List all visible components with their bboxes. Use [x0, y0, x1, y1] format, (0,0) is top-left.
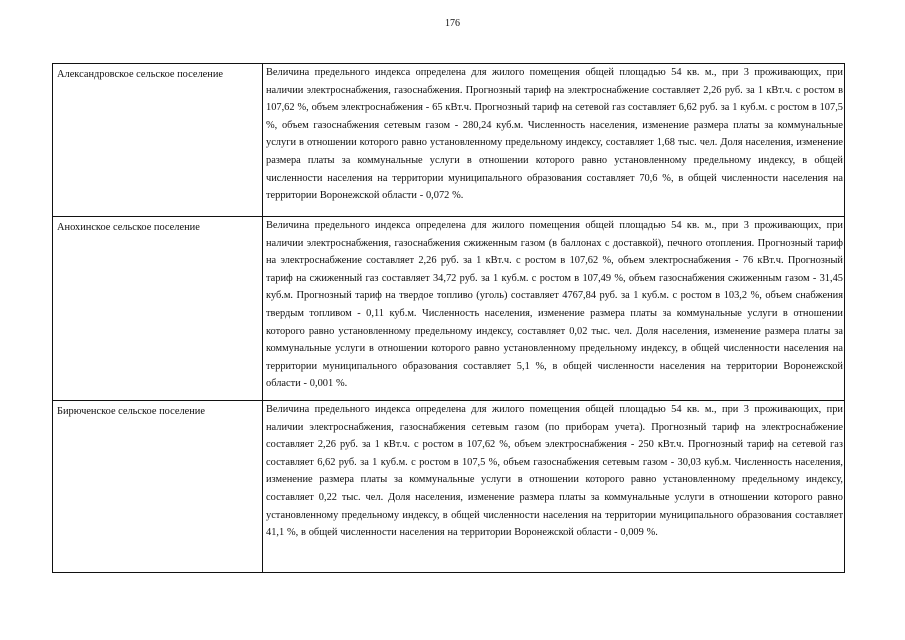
settlement-name-cell	[53, 64, 263, 217]
settlement-description-cell	[263, 64, 845, 217]
settlement-description: Величина предельного индекса определена для жилого помещения общей площадью 54 кв. м., при 3 проживающих, при наличии электроснабжения, газоснабжения сетевым газом (по приборам учета). Прогнозный тариф на электроснабжение составляет 2,26 руб. за 1 кВт.ч. с ростом в 107,62 %, объем электроснабжения - 250 кВт.ч. Прогнозный тариф на сетевой газ составляет 6,62 руб. за 1 куб.м. с ростом в 107,5 %, объем газоснабжения сетевым газом - 30,03 куб.м. Численность населения, изменение размера платы за коммунальные услуги в отношении которого равно установленному предельному индексу, составляет 0,22 тыс. чел. Доля населения, изменение размера платы за коммунальные услуги в отношении которого равно установленному предельному индексу, в общей численности населения на территории муниципального образования составляет 41,1 %, в общей численности населения на территории Воронежской области - 0,009 %.	[266, 404, 843, 539]
tariff-index-table	[52, 63, 845, 573]
settlement-name-cell	[53, 217, 263, 401]
settlement-description-cell	[263, 217, 845, 401]
page-number: 176	[445, 18, 460, 29]
settlement-name: Бирюченское сельское поселение	[57, 406, 205, 417]
settlement-description: Величина предельного индекса определена для жилого помещения общей площадью 54 кв. м., при 3 проживающих, при наличии электроснабжения, газоснабжения. Прогнозный тариф на электроснабжение составляет 2,26 руб. за 1 кВт.ч. с ростом в 107,62 %, объем электроснабжения - 65 кВт.ч. Прогнозный тариф на сетевой газ составляет 6,62 руб. за 1 куб.м. с ростом в 107,5 %, объем газоснабжения сетевым газом - 280,24 куб.м. Численность населения, изменение размера платы за коммунальные услуги в отношении которого равно установленному предельному индексу, составляет 1,68 тыс. чел. Доля населения, изменение размера платы за коммунальные услуги в отношении которого равно установленному предельному индексу, в общей численности населения на территории муниципального образования составляет 70,6 %, в общей численности населения на территории Воронежской области - 0,072 %.	[266, 67, 843, 202]
settlement-name: Александровское сельское поселение	[57, 69, 224, 80]
settlement-description: Величина предельного индекса определена для жилого помещения общей площадью 54 кв. м., при 3 проживающих, при наличии электроснабжения, газоснабжения сжиженным газом (в баллонах с доставкой), печного отопления. Прогнозный тариф на электроснабжение составляет 2,26 руб. за 1 кВт.ч. с ростом в 107,62 %, объем электроснабжения - 76 кВт.ч. Прогнозный тариф на сжиженный газ составляет 34,72 руб. за 1 куб.м. с ростом в 107,49 %, объем газоснабжения сжиженным газом - 31,45 куб.м. Прогнозный тариф на твердое топливо (уголь) составляет 4767,84 руб. за 1 куб.м. с ростом в 103,2 %, объем снабжения твердым топливом - 0,11 куб.м. Численность населения, изменение размера платы за коммунальные услуги в отношении которого равно установленному предельному индексу, составляет 0,02 тыс. чел. Доля населения, изменение размера платы за коммунальные услуги в отношении которого равно установленному предельному индексу, в общей численности населения на территории муниципального образования составляет 5,1 %, в общей численности населения на территории Воронежской области - 0,001 %.	[266, 220, 843, 390]
settlement-name-cell	[53, 401, 263, 573]
settlement-name: Анохинское сельское поселение	[57, 222, 200, 233]
table-row	[53, 217, 845, 401]
table-row	[53, 401, 845, 573]
settlement-description-cell	[263, 401, 845, 573]
table-row	[53, 64, 845, 217]
